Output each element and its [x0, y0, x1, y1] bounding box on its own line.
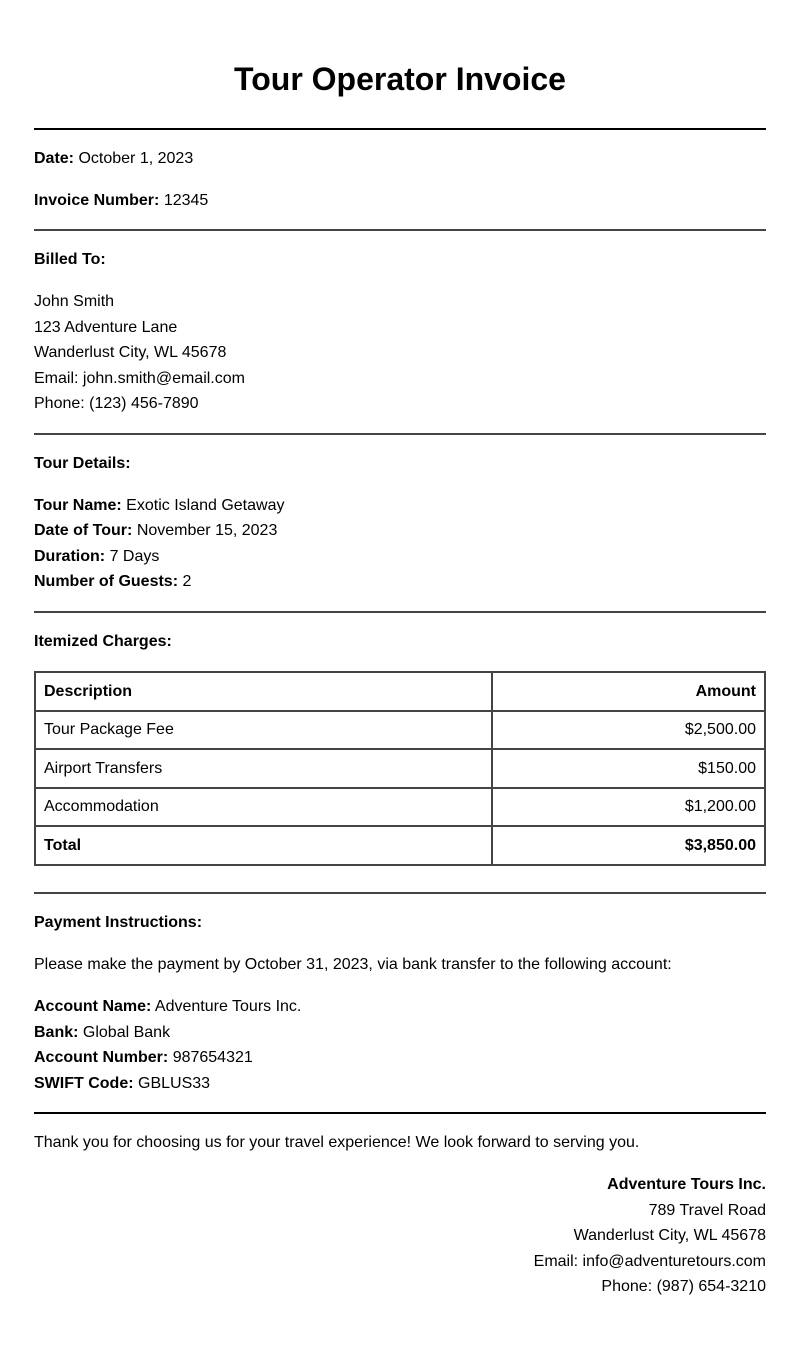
- invoice-date: [34, 146, 193, 172]
- total-label: Total: [35, 826, 492, 865]
- row-description: Accommodation: [35, 788, 492, 827]
- charges-table: [34, 671, 766, 866]
- company-address-line1: 789 Travel Road: [648, 1201, 766, 1219]
- tour-details-heading: Tour Details:: [34, 455, 131, 472]
- company-email: Email: info@adventuretours.com: [533, 1252, 766, 1270]
- date-value: October 1, 2023: [78, 150, 194, 167]
- bank-name: [34, 1020, 170, 1046]
- tour-name: [34, 493, 284, 519]
- tour-date-value: November 15, 2023: [136, 522, 278, 539]
- tour-guests: [34, 569, 191, 595]
- row-amount: $2,500.00: [492, 711, 765, 750]
- table-header-row: [35, 672, 765, 711]
- tour-name-label: Tour Name:: [34, 496, 122, 514]
- account-name-label: Account Name:: [34, 998, 152, 1015]
- bank-label: Bank:: [34, 1023, 79, 1041]
- divider: [34, 892, 766, 894]
- date-label: Date:: [34, 150, 75, 167]
- table-row: [35, 749, 765, 788]
- tour-name-value: Exotic Island Getaway: [126, 496, 285, 514]
- itemized-charges-heading: Itemized Charges:: [34, 633, 172, 650]
- account-number: [34, 1045, 253, 1071]
- invoice-number-value: 12345: [163, 192, 209, 209]
- divider: [34, 611, 766, 613]
- row-description: Tour Package Fee: [35, 711, 492, 750]
- divider: [34, 1112, 766, 1114]
- tour-guests-value: 2: [182, 573, 192, 590]
- invoice-number: [34, 188, 208, 214]
- payment-instructions-text: Please make the payment by October 31, 2023, via bank transfer to the following account:: [34, 956, 672, 973]
- account-number-label: Account Number:: [34, 1049, 169, 1066]
- table-row: [35, 788, 765, 827]
- total-row: [35, 826, 765, 865]
- payment-instructions-heading: Payment Instructions:: [34, 914, 203, 931]
- customer-address-line1: 123 Adventure Lane: [34, 318, 178, 336]
- table-row: [35, 711, 765, 750]
- invoice-title: Tour Operator Invoice: [234, 61, 566, 97]
- row-description: Airport Transfers: [35, 749, 492, 788]
- tour-guests-label: Number of Guests:: [34, 573, 179, 590]
- swift-code-label: SWIFT Code:: [34, 1074, 134, 1092]
- customer-name: John Smith: [34, 293, 115, 310]
- divider: [34, 128, 766, 130]
- tour-duration: [34, 544, 159, 570]
- divider: [34, 433, 766, 435]
- account-name-value: Adventure Tours Inc.: [154, 998, 302, 1015]
- account-number-value: 987654321: [172, 1049, 253, 1066]
- company-phone: Phone: (987) 654-3210: [601, 1278, 766, 1295]
- account-name: [34, 994, 301, 1020]
- company-info: [534, 1172, 766, 1300]
- customer-address-line2: Wanderlust City, WL 45678: [34, 344, 227, 361]
- divider: [34, 229, 766, 231]
- tour-date-label: Date of Tour:: [34, 522, 133, 539]
- swift-code-value: GBLUS33: [138, 1074, 211, 1092]
- thank-you-message: Thank you for choosing us for your travel experience! We look forward to serving you.: [34, 1134, 640, 1151]
- billed-to-heading: Billed To:: [34, 251, 106, 268]
- company-address-line2: Wanderlust City, WL 45678: [573, 1227, 766, 1244]
- tour-date: [34, 518, 277, 544]
- company-name: Adventure Tours Inc.: [607, 1176, 766, 1193]
- row-amount: $1,200.00: [492, 788, 765, 827]
- total-amount: $3,850.00: [492, 826, 765, 865]
- bank-value: Global Bank: [82, 1023, 171, 1041]
- swift-code: [34, 1071, 210, 1097]
- tour-duration-label: Duration:: [34, 547, 106, 565]
- column-header-description: Description: [35, 672, 492, 711]
- column-header-amount: Amount: [492, 672, 765, 711]
- row-amount: $150.00: [492, 749, 765, 788]
- customer-email: Email: john.smith@email.com: [34, 369, 245, 387]
- invoice-number-label: Invoice Number:: [34, 192, 160, 209]
- customer-phone: Phone: (123) 456-7890: [34, 395, 199, 412]
- tour-duration-value: 7 Days: [109, 547, 160, 565]
